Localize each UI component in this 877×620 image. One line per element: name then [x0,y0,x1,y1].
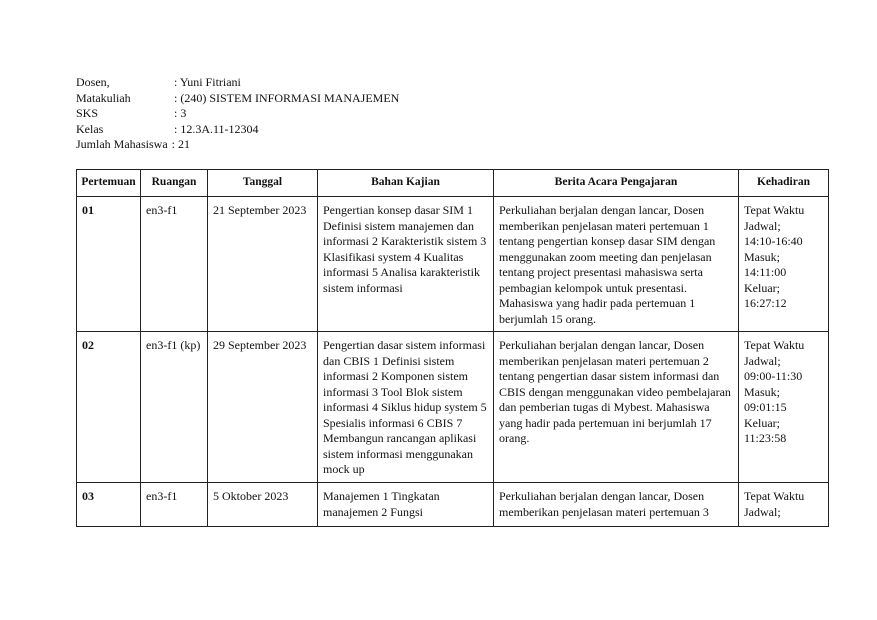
info-value: : 12.3A.11-12304 [174,121,259,136]
cell-pertemuan: 01 [77,197,141,332]
info-label: SKS [76,106,99,120]
table-row [77,483,829,527]
cell-bahan-kajian: Pengertian konsep dasar SIM 1 Definisi sistem manajemen dan informasi 2 Karakteristik sistem 3 Klasifikasi system 4 Kualitas informasi 5 Analisa karakteristik sistem informasi [318,197,494,332]
cell-berita-acara: Perkuliahan berjalan dengan lancar, Dosen memberikan penjelasan materi pertemuan 2 tentang pengertian dasar sistem informasi dan CBIS dengan menggunakan video pembelajaran dan pemberian tugas di Mybest. Mahasiswa yang hadir pada pertemuan ini berjumlah 17 orang. [494,332,739,483]
header-bahan-kajian: Bahan Kajian [318,170,494,197]
cell-kehadiran [739,483,829,527]
kehadiran-line: 11:23:58 [744,431,787,445]
cell-berita-acara: Perkuliahan berjalan dengan lancar, Dosen memberikan penjelasan materi pertemuan 1 tentang pengertian konsep dasar SIM dengan menggunakan zoom meeting dan penjelasan tentang project presentasi mahasiswa serta pembagian kelompok untuk presentasi. Mahasiswa yang hadir pada pertemuan 1 berjumlah 15 orang. [494,197,739,332]
info-row-dosen [76,75,399,91]
kehadiran-line: Tepat Waktu [744,203,805,217]
table-row [77,197,829,332]
header-tanggal: Tanggal [208,170,318,197]
attendance-table [76,169,829,527]
cell-tanggal: 29 September 2023 [208,332,318,483]
kehadiran-line: Jadwal; [744,504,781,519]
kehadiran-line: 14:11:00 [744,265,787,279]
cell-ruangan: en3-f1 (kp) [141,332,208,483]
cell-bahan-kajian: Pengertian dasar sistem informasi dan CBIS 1 Definisi sistem informasi 2 Komponen sistem informasi 3 Tool Blok sistem informasi 4 Siklus hidup system 5 Spesialis informasi 6 CBIS 7 Membangun rancangan aplikasi sistem informasi menggunakan mock up [318,332,494,483]
header-kehadiran: Kehadiran [739,170,829,197]
cell-pertemuan: 03 [77,483,141,527]
info-row-kelas [76,122,399,138]
table-header-row [77,170,829,197]
cell-berita-acara: Perkuliahan berjalan dengan lancar, Dosen memberikan penjelasan materi pertemuan 3 [494,483,739,527]
cell-pertemuan: 02 [77,332,141,483]
kehadiran-line: Keluar; [744,280,780,295]
info-label: Jumlah Mahasiswa [76,137,168,151]
kehadiran-line: 09:00-11:30 [744,369,803,383]
cell-ruangan: en3-f1 [141,483,208,527]
kehadiran-line: Masuk; [744,249,780,264]
info-value: : 3 [174,106,187,120]
info-label: Matakuliah [76,90,131,105]
cell-kehadiran [739,197,829,332]
course-info [76,75,399,153]
kehadiran-line: Tepat Waktu [744,338,805,352]
kehadiran-line: Tepat Waktu [744,489,805,503]
cell-tanggal: 21 September 2023 [208,197,318,332]
info-label: Kelas [76,121,104,136]
kehadiran-line: Jadwal; [744,353,781,368]
kehadiran-line: Masuk; [744,384,780,399]
header-pertemuan: Pertemuan [77,170,141,197]
table-row [77,332,829,483]
kehadiran-line: Jadwal; [744,218,781,233]
info-value: : Yuni Fitriani [174,75,241,89]
kehadiran-line: Keluar; [744,415,780,430]
header-berita-acara: Berita Acara Pengajaran [494,170,739,197]
cell-ruangan: en3-f1 [141,197,208,332]
header-ruangan: Ruangan [141,170,208,197]
kehadiran-line: 14:10-16:40 [744,234,803,248]
cell-bahan-kajian: Manajemen 1 Tingkatan manajemen 2 Fungsi [318,483,494,527]
info-label: Dosen, [76,75,110,89]
info-row-matakuliah [76,91,399,107]
cell-tanggal: 5 Oktober 2023 [208,483,318,527]
info-row-jumlah-mahasiswa [76,137,399,153]
kehadiran-line: 16:27:12 [744,296,787,310]
info-row-sks [76,106,399,122]
cell-kehadiran [739,332,829,483]
info-value: : 21 [171,137,190,151]
kehadiran-line: 09:01:15 [744,400,787,414]
info-value: : (240) SISTEM INFORMASI MANAJEMEN [174,90,400,105]
